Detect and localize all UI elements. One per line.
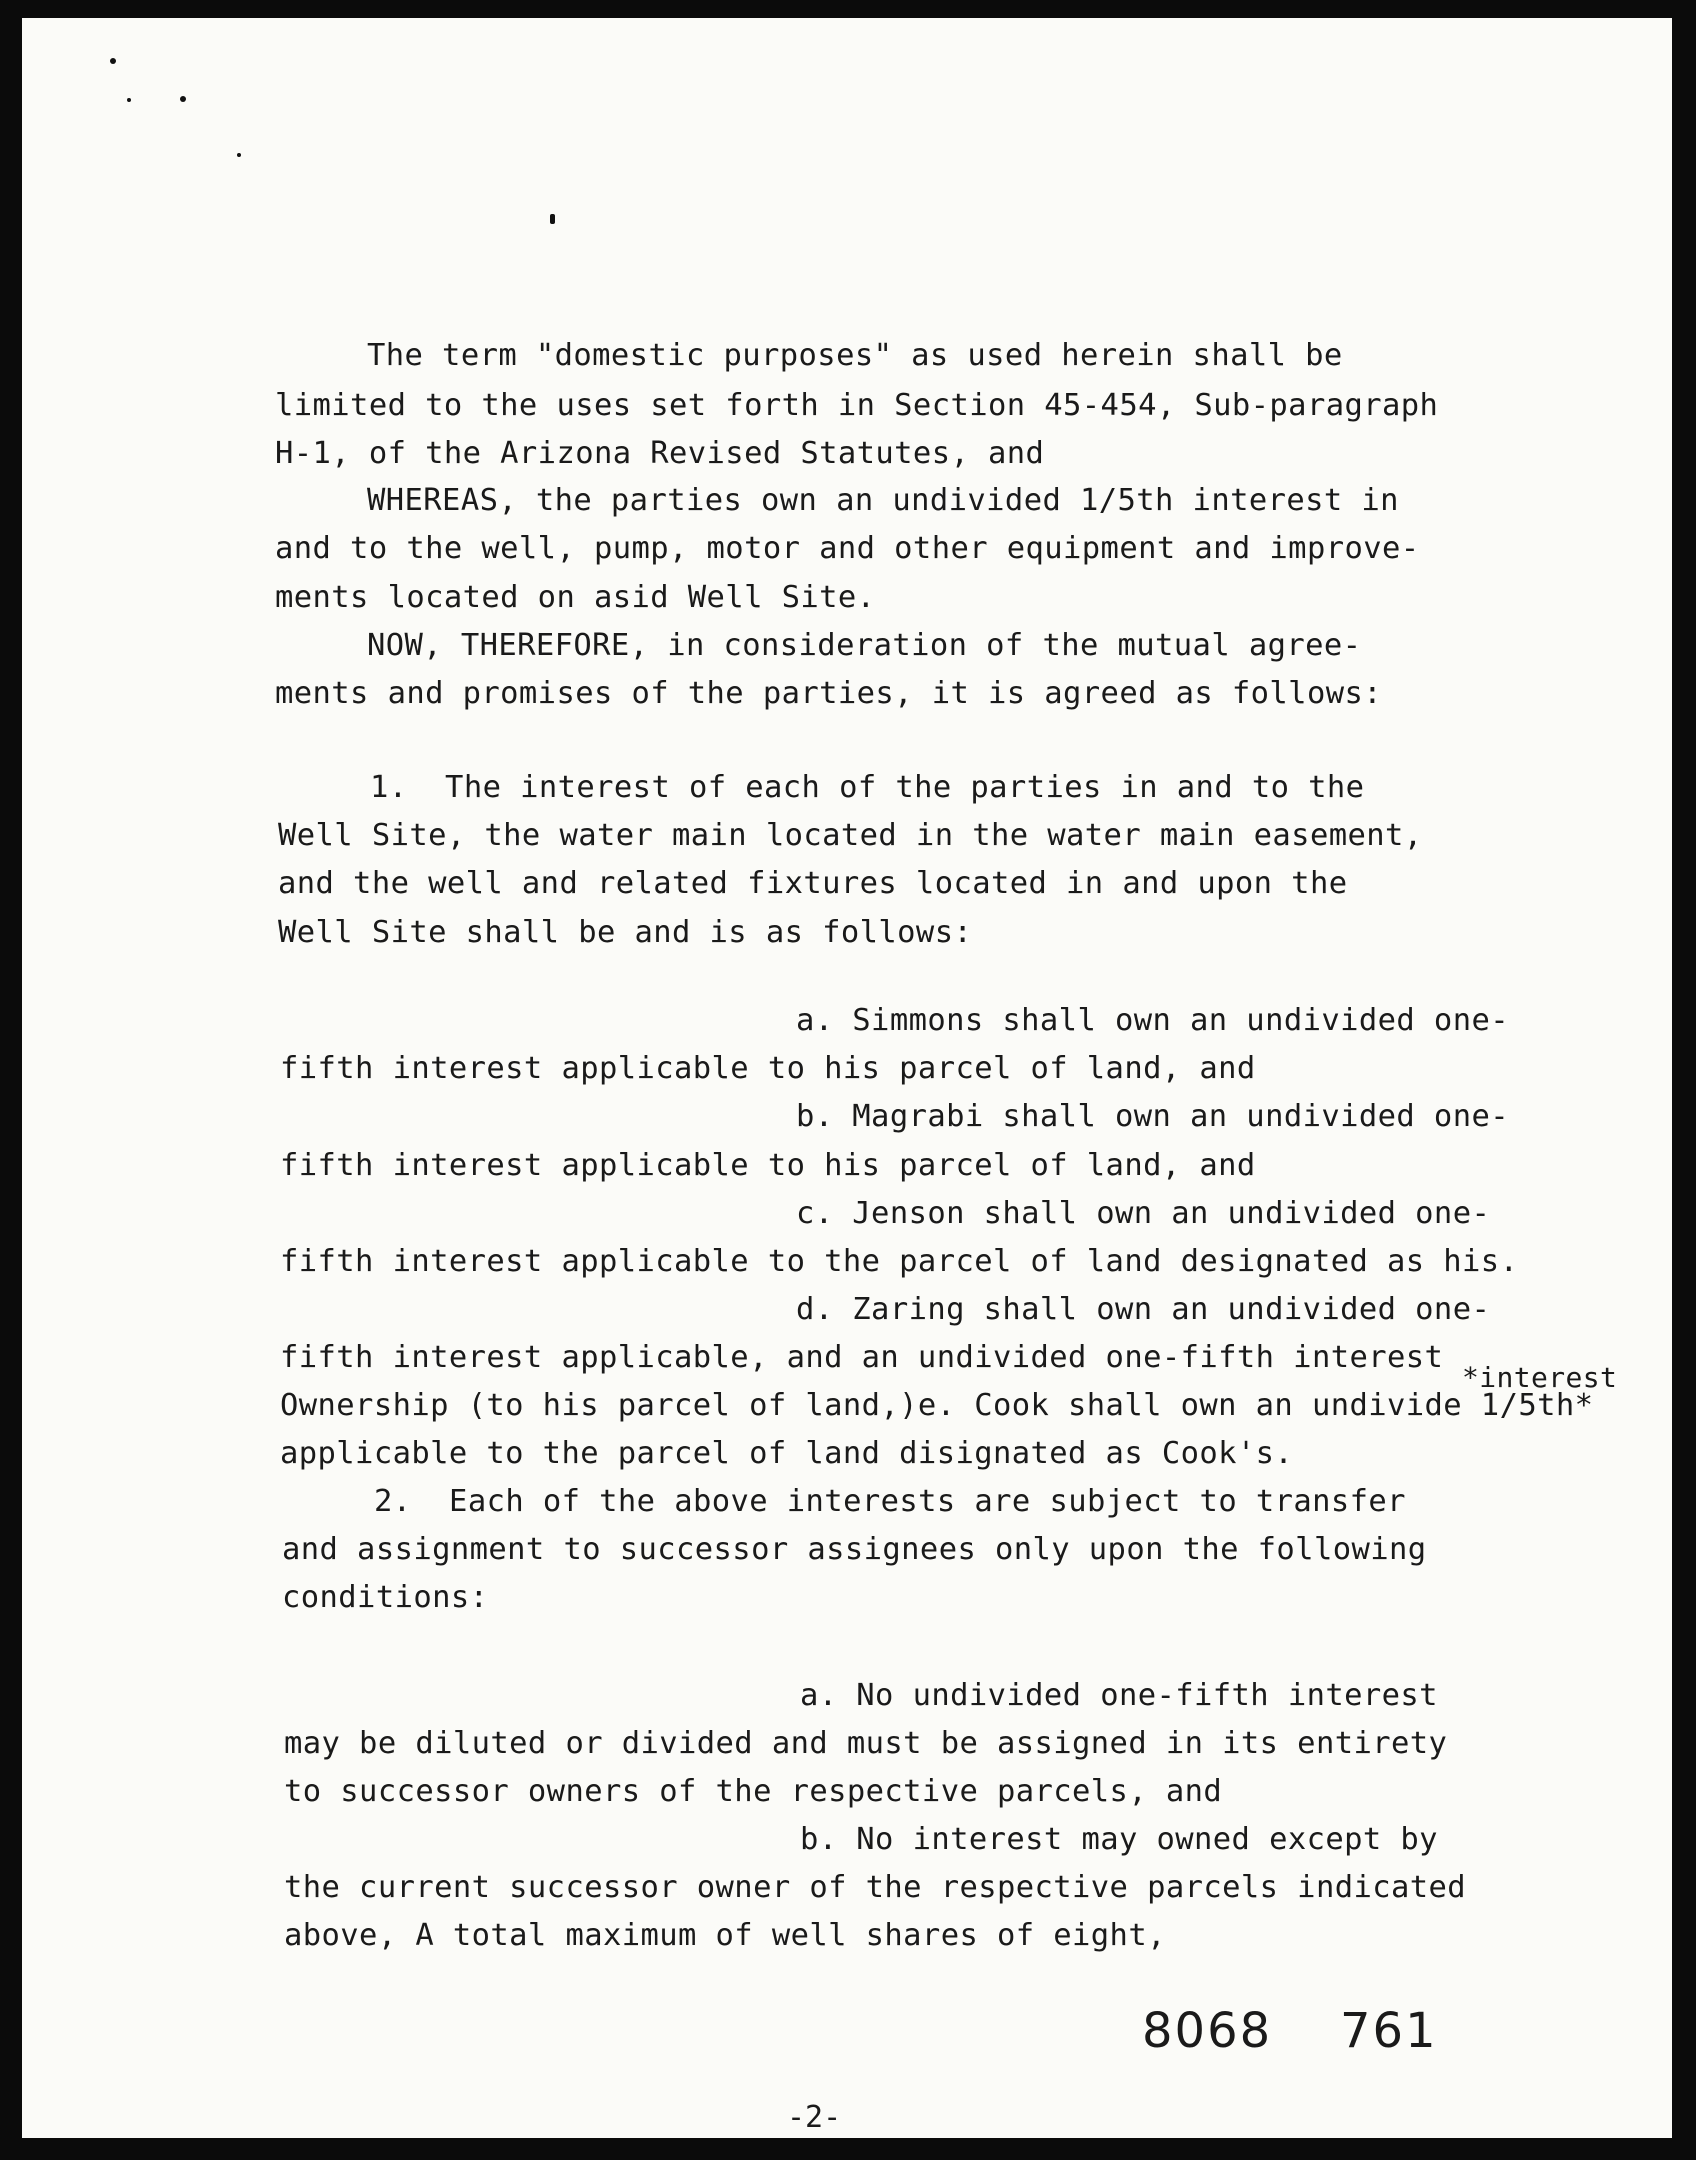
text-line: a. No undivided one-fifth interest xyxy=(800,1678,1438,1713)
text-line: may be diluted or divided and must be assigned in its entirety xyxy=(284,1726,1448,1761)
text-line: NOW, THEREFORE, in consideration of the mutual agree- xyxy=(367,628,1362,663)
margin-note: *interest xyxy=(1462,1361,1618,1394)
document-page xyxy=(22,18,1672,2138)
scan-speck xyxy=(550,214,555,224)
text-line: H-1, of the Arizona Revised Statutes, and xyxy=(275,436,1045,471)
page-reference: 761 xyxy=(1340,2003,1438,2059)
scan-speck xyxy=(237,153,241,157)
text-line: above, A total maximum of well shares of eight, xyxy=(284,1918,1166,1953)
text-line: and to the well, pump, motor and other equipment and improve- xyxy=(275,531,1420,566)
text-line: Well Site, the water main located in the water main easement, xyxy=(278,818,1423,853)
text-line: d. Zaring shall own an undivided one- xyxy=(796,1292,1491,1327)
text-line: ments and promises of the parties, it is agreed as follows: xyxy=(275,676,1382,711)
text-line: c. Jenson shall own an undivided one- xyxy=(796,1196,1491,1231)
text-line: fifth interest applicable to his parcel of land, and xyxy=(280,1148,1256,1183)
text-line: 1. The interest of each of the parties in and to the xyxy=(370,770,1365,805)
text-line: fifth interest applicable to the parcel of land designated as his. xyxy=(280,1244,1519,1279)
text-line: the current successor owner of the respective parcels indicated xyxy=(284,1870,1467,1905)
scan-speck xyxy=(110,58,116,64)
page-number: -2- xyxy=(787,2100,842,2135)
text-line: Ownership (to his parcel of land,)e. Cook shall own an undivide 1/5th* xyxy=(280,1388,1594,1423)
text-line: 2. Each of the above interests are subject to transfer xyxy=(374,1484,1406,1519)
text-line: b. No interest may owned except by xyxy=(800,1822,1438,1857)
text-line: WHEREAS, the parties own an undivided 1/5th interest in xyxy=(367,483,1399,518)
text-line: Well Site shall be and is as follows: xyxy=(278,915,973,950)
text-line: a. Simmons shall own an undivided one- xyxy=(796,1003,1509,1038)
text-line: fifth interest applicable, and an undivided one-fifth interest xyxy=(280,1340,1444,1375)
text-line: ments located on asid Well Site. xyxy=(275,580,876,615)
scan-speck xyxy=(180,96,186,102)
text-line: b. Magrabi shall own an undivided one- xyxy=(796,1099,1509,1134)
text-line: The term "domestic purposes" as used herein shall be xyxy=(367,338,1343,373)
text-line: fifth interest applicable to his parcel of land, and xyxy=(280,1051,1256,1086)
text-line: limited to the uses set forth in Section 45-454, Sub-paragraph xyxy=(275,388,1439,423)
text-line: conditions: xyxy=(282,1580,489,1615)
text-line: applicable to the parcel of land disignated as Cook's. xyxy=(280,1436,1294,1471)
text-line: and the well and related fixtures located in and upon the xyxy=(278,866,1348,901)
text-line: and assignment to successor assignees only upon the following xyxy=(282,1532,1427,1567)
text-line: to successor owners of the respective parcels, and xyxy=(284,1774,1223,1809)
document-number: 8068 xyxy=(1142,2003,1273,2059)
scan-speck xyxy=(127,98,131,102)
